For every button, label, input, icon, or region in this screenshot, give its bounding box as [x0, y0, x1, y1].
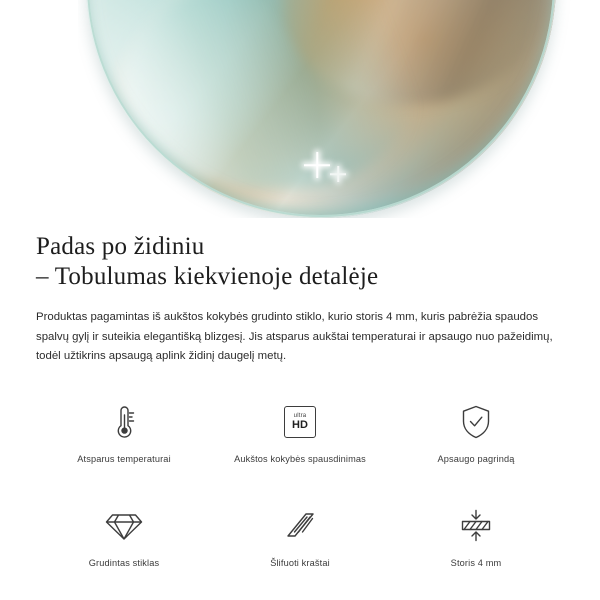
shield-check-icon — [448, 398, 504, 446]
ultra-hd-icon — [272, 398, 328, 446]
feature-row-2 — [36, 502, 564, 568]
feature-item-thickness — [388, 502, 564, 568]
badge-hd-text: HD — [292, 419, 308, 431]
feature-label: Atsparus temperaturai — [77, 454, 171, 464]
feature-item-tempered-glass — [36, 502, 212, 568]
feature-item-temperature — [36, 398, 212, 464]
feature-label: Apsaugo pagrindą — [437, 454, 515, 464]
hero-image — [0, 0, 600, 218]
hero-left-margin — [0, 0, 78, 218]
thickness-icon — [448, 502, 504, 550]
description-paragraph: Produktas pagamintas iš aukštos kokybės grudinto stiklo, kurio storis 4 mm, kuris pabrėžia spaudos spalvų gylį ir suteikia elegantišką blizgesį. Jis atsparus aukštai temperaturai ir apsaugo nuo pažeidimų, todėl užtikrins apsaugą aplink židinį daugelį metų. — [36, 311, 553, 362]
feature-label: Šlifuoti kraštai — [270, 558, 330, 568]
feature-row-1 — [36, 398, 564, 464]
glass-rim — [87, 0, 555, 217]
feature-item-print-quality — [212, 398, 388, 464]
feature-item-polished-edges — [212, 502, 388, 568]
polished-edges-icon — [272, 502, 328, 550]
page-title — [0, 218, 600, 292]
headline-line-1: Padas po židiniu — [36, 233, 205, 260]
thermometer-icon — [96, 398, 152, 446]
feature-grid — [36, 398, 564, 568]
feature-item-surface-protection — [388, 398, 564, 464]
feature-label: Aukštos kokybės spausdinimas — [234, 454, 366, 464]
glass-board-product-image — [86, 0, 556, 218]
feature-label: Storis 4 mm — [450, 558, 502, 568]
feature-label: Grudintas stiklas — [88, 558, 160, 568]
content-block — [0, 218, 600, 367]
headline-line-2: – Tobulumas kiekvienoje detalėje — [36, 263, 379, 290]
feature-row-spacer — [36, 464, 564, 502]
badge-ultra-text: ultra — [293, 413, 307, 419]
diamond-icon — [96, 502, 152, 550]
hd-badge — [284, 406, 316, 438]
